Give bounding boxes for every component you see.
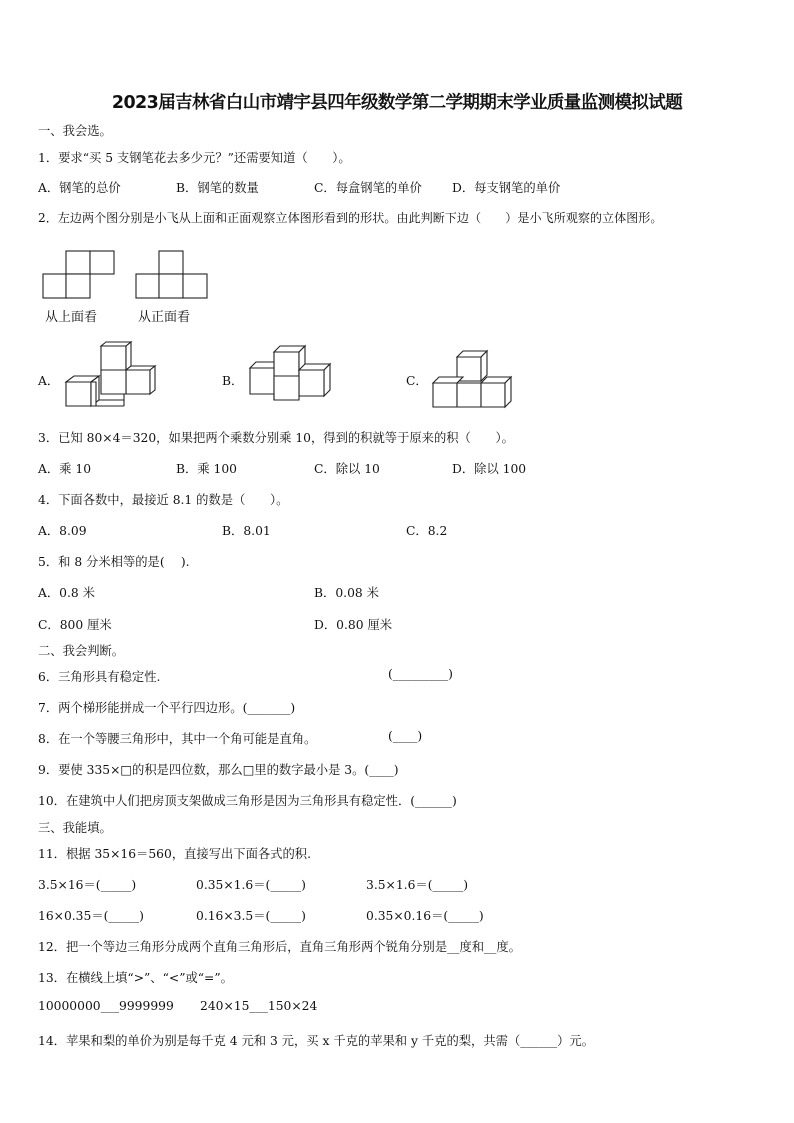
q2-option-c[interactable]: C． [406, 374, 428, 388]
question-8: 8．在一个等腰三角形中，其中一个角可能是直角。 [38, 732, 317, 746]
question-3: 3．已知 80×4＝320，如果把两个乘数分别乘 10，得到的积就等于原来的积（ ）。 [38, 431, 514, 445]
q2-option-b[interactable]: B． [222, 374, 244, 388]
question-9: 9．要使 335×□的积是四位数，那么□里的数字最小是 3。(____) [38, 763, 399, 777]
q13-item[interactable]: 240×15___150×24 [200, 999, 318, 1013]
question-2: 2．左边两个图分别是小飞从上面和正面观察立体图形看到的形状。由此判断下边（ ）是小飞所观察的立体图形。 [38, 211, 663, 225]
q11-item[interactable]: 0.35×0.16＝(_____) [366, 909, 484, 923]
q3-option-b[interactable]: B．乘 100 [176, 462, 238, 476]
question-13: 13．在横线上填“>”、“<”或“=”。 [38, 971, 233, 985]
q5-option-b[interactable]: B．0.08 米 [314, 586, 379, 600]
question-11: 11．根据 35×16＝560，直接写出下面各式的积. [38, 847, 311, 861]
page-title: 2023届吉林省白山市靖宇县四年级数学第二学期期末学业质量监测模拟试题 [111, 93, 683, 113]
q1-option-c[interactable]: C．每盒钢笔的单价 [314, 181, 422, 195]
q2-option-b-solid[interactable] [248, 344, 334, 404]
view-front-label: 从正面看 [138, 310, 191, 325]
q3-option-d[interactable]: D．除以 100 [452, 462, 527, 476]
question-12: 12．把一个等边三角形分成两个直角三角形后，直角三角形两个锐角分别是__度和__度。 [38, 940, 521, 954]
question-10: 10．在建筑中人们把房顶支架做成三角形是因为三角形具有稳定性．(______) [38, 794, 457, 808]
q11-item[interactable]: 0.35×1.6＝(_____) [196, 878, 306, 892]
question-4: 4．下面各数中，最接近 8.1 的数是（ ）。 [38, 493, 289, 507]
q4-option-c[interactable]: C．8.2 [406, 524, 448, 538]
q2-option-a[interactable]: A． [38, 374, 60, 388]
q5-option-d[interactable]: D．0.80 厘米 [314, 618, 393, 632]
q1-option-a[interactable]: A．钢笔的总价 [38, 181, 121, 195]
q5-option-a[interactable]: A．0.8 米 [38, 586, 95, 600]
q11-item[interactable]: 3.5×1.6＝(_____) [366, 878, 469, 892]
q6-answer-blank[interactable]: (_________) [388, 667, 453, 681]
q2-option-a-solid[interactable] [64, 344, 160, 410]
question-7: 7．两个梯形能拼成一个平行四边形。(_______) [38, 701, 296, 715]
q8-answer-blank[interactable]: (____) [388, 729, 423, 743]
q4-option-b[interactable]: B．8.01 [222, 524, 271, 538]
q11-item[interactable]: 0.16×3.5＝(_____) [196, 909, 306, 923]
question-1: 1．要求“买 5 支钢笔花去多少元？”还需要知道（ ）。 [38, 151, 351, 165]
q1-option-b[interactable]: B．钢笔的数量 [176, 181, 259, 195]
section-heading-judge: 二、我会判断。 [38, 644, 125, 658]
q13-item[interactable]: 10000000___9999999 [38, 999, 174, 1013]
q11-item[interactable]: 16×0.35＝(_____) [38, 909, 144, 923]
q3-option-a[interactable]: A．乘 10 [38, 462, 92, 476]
q5-option-c[interactable]: C．800 厘米 [38, 618, 112, 632]
question-6: 6．三角形具有稳定性. [38, 670, 161, 684]
q1-option-d[interactable]: D．每支钢笔的单价 [452, 181, 561, 195]
q2-option-c-solid[interactable] [431, 349, 515, 411]
section-heading-fill: 三、我能填。 [38, 821, 112, 835]
question-14: 14．苹果和梨的单价为别是每千克 4 元和 3 元，买 x 千克的苹果和 y 千克的梨，共需（______）元。 [38, 1034, 595, 1048]
q11-item[interactable]: 3.5×16＝(_____) [38, 878, 137, 892]
section-heading-choice: 一、我会选。 [38, 124, 112, 138]
q3-option-c[interactable]: C．除以 10 [314, 462, 380, 476]
q4-option-a[interactable]: A．8.09 [38, 524, 87, 538]
view-from-top-figure [42, 250, 122, 302]
question-5: 5．和 8 分米相等的是( ). [38, 555, 190, 569]
view-top-label: 从上面看 [45, 310, 98, 325]
view-from-front-figure [135, 250, 215, 302]
